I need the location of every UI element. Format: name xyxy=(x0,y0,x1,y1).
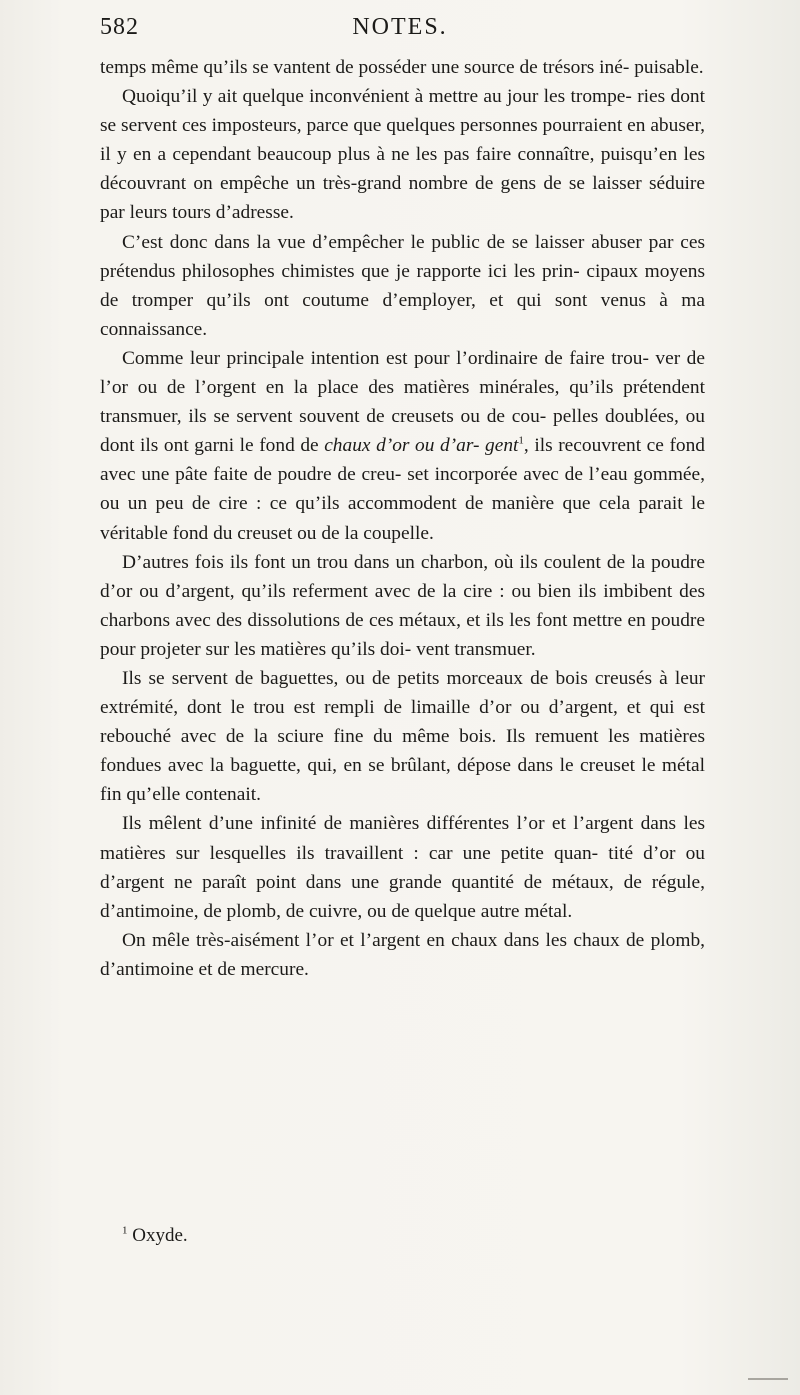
text-line: et qui est rebouché avec de la sciure fine du même bois. Ils remuent xyxy=(100,697,706,748)
text-line: C’est donc dans la vue d’empêcher le public de se laisser abuser xyxy=(122,231,642,253)
text-line: poudre d’or ou d’argent, qu’ils referment avec de la cire : ou bien xyxy=(100,551,705,602)
text-line: cipaux moyens de tromper qu’ils ont coutume d’employer, et qui sont xyxy=(100,260,706,311)
text-line: prétendent transmuer, ils se servent souvent de creusets ou de cou- xyxy=(100,377,705,428)
running-head xyxy=(100,14,700,50)
footnote-text: Oxyde. xyxy=(132,1225,188,1246)
page-number: 582 xyxy=(100,14,139,40)
text-line: tité d’or ou d’argent ne paraît point dans une grande quantité de xyxy=(100,842,705,893)
text-line: les matières fondues avec la baguette, qui, en se brûlant, dépose dans xyxy=(100,726,705,777)
text-line: nombre de gens de se laisser séduire par leurs tours d’adresse. xyxy=(100,173,705,224)
text-line: autre métal. xyxy=(480,900,573,922)
italic-term-continued: gent xyxy=(485,435,519,457)
paragraph-5 xyxy=(100,548,705,664)
text-line: pelles doublées, ou dont ils ont garni le fond de xyxy=(100,406,705,457)
text-line: à leur extrémité, dont le trou est rempli de limaille d’or ou d’argent, xyxy=(100,667,705,719)
paragraph-2 xyxy=(100,82,705,227)
paragraph-1 xyxy=(100,53,705,82)
footnote-marker: 1 xyxy=(122,1224,128,1237)
text-line: pourraient en abuser, il y en a cependant beaucoup plus à ne les pas xyxy=(100,115,705,166)
paragraph-6 xyxy=(100,664,705,809)
text-line: plomb, d’antimoine et de mercure. xyxy=(100,929,705,980)
text-line: par ces prétendus philosophes chimistes que je rapporte ici les prin- xyxy=(100,231,705,282)
text-line: venus à ma connaissance. xyxy=(100,289,705,340)
text-line: puisable. xyxy=(634,57,704,78)
text-line: ver de l’or ou de l’orgent en la place des matières minérales, qu’ils xyxy=(100,347,705,399)
text-line: Quoiqu’il y ait quelque inconvénient à mettre au jour les trompe- xyxy=(122,86,632,108)
italic-term: chaux d’or ou d’ar- xyxy=(324,435,480,457)
text-line: métaux, de régule, d’antimoine, de plomb, de cuivre, ou de quelque xyxy=(100,871,705,922)
paragraph-3 xyxy=(100,228,705,344)
footnote-reference[interactable]: 1 xyxy=(518,434,524,447)
text-line: Ils mêlent d’une infinité de manières différentes l’or et l’argent xyxy=(122,813,634,835)
text-line: ils imbibent des charbons avec des dissolutions de ces métaux, et ils xyxy=(100,580,705,631)
text-line: Comme leur principale intention est pour l’ordinaire de faire trou- xyxy=(122,347,649,369)
text-line: vent transmuer. xyxy=(416,638,536,660)
text-line: ou de la coupelle. xyxy=(297,522,434,544)
text-line: D’autres fois ils font un trou dans un charbon, où ils coulent de la xyxy=(122,551,646,573)
text-line: , ils recouvrent ce fond avec une pâte faite de poudre de creu- xyxy=(100,435,706,486)
running-title: NOTES. xyxy=(352,14,448,40)
text-line: On mêle très-aisément l’or et l’argent en chaux dans les chaux de xyxy=(122,929,645,951)
text-line: set incorporée avec de l’eau gommée, ou un peu de cire : ce qu’ils xyxy=(100,464,705,515)
footnote xyxy=(122,1223,188,1249)
text-line: temps même qu’ils se vantent de posséder une source de trésors iné- xyxy=(100,57,630,78)
text-line: les font mettre en poudre pour projeter sur les matières qu’ils doi- xyxy=(100,609,705,660)
paragraph-8 xyxy=(100,926,705,984)
text-line: le creuset le métal fin qu’elle contenait. xyxy=(100,755,705,806)
body-text xyxy=(100,53,705,984)
text-line: accommodent de manière que cela parait le véritable fond du creuset xyxy=(100,493,705,544)
text-line: faire connaître, puisqu’en les découvrant on empêche un très-grand xyxy=(100,144,705,195)
text-line: dans les matières sur lesquelles ils travaillent : car une petite quan- xyxy=(100,813,705,864)
text-line: ries dont se servent ces imposteurs, parce que quelques personnes xyxy=(100,86,705,137)
paragraph-4 xyxy=(100,344,705,548)
paragraph-7 xyxy=(100,809,705,925)
text-line: Ils se servent de baguettes, ou de petits morceaux de bois creusés xyxy=(122,667,652,689)
page-edge-mark xyxy=(748,1378,788,1380)
